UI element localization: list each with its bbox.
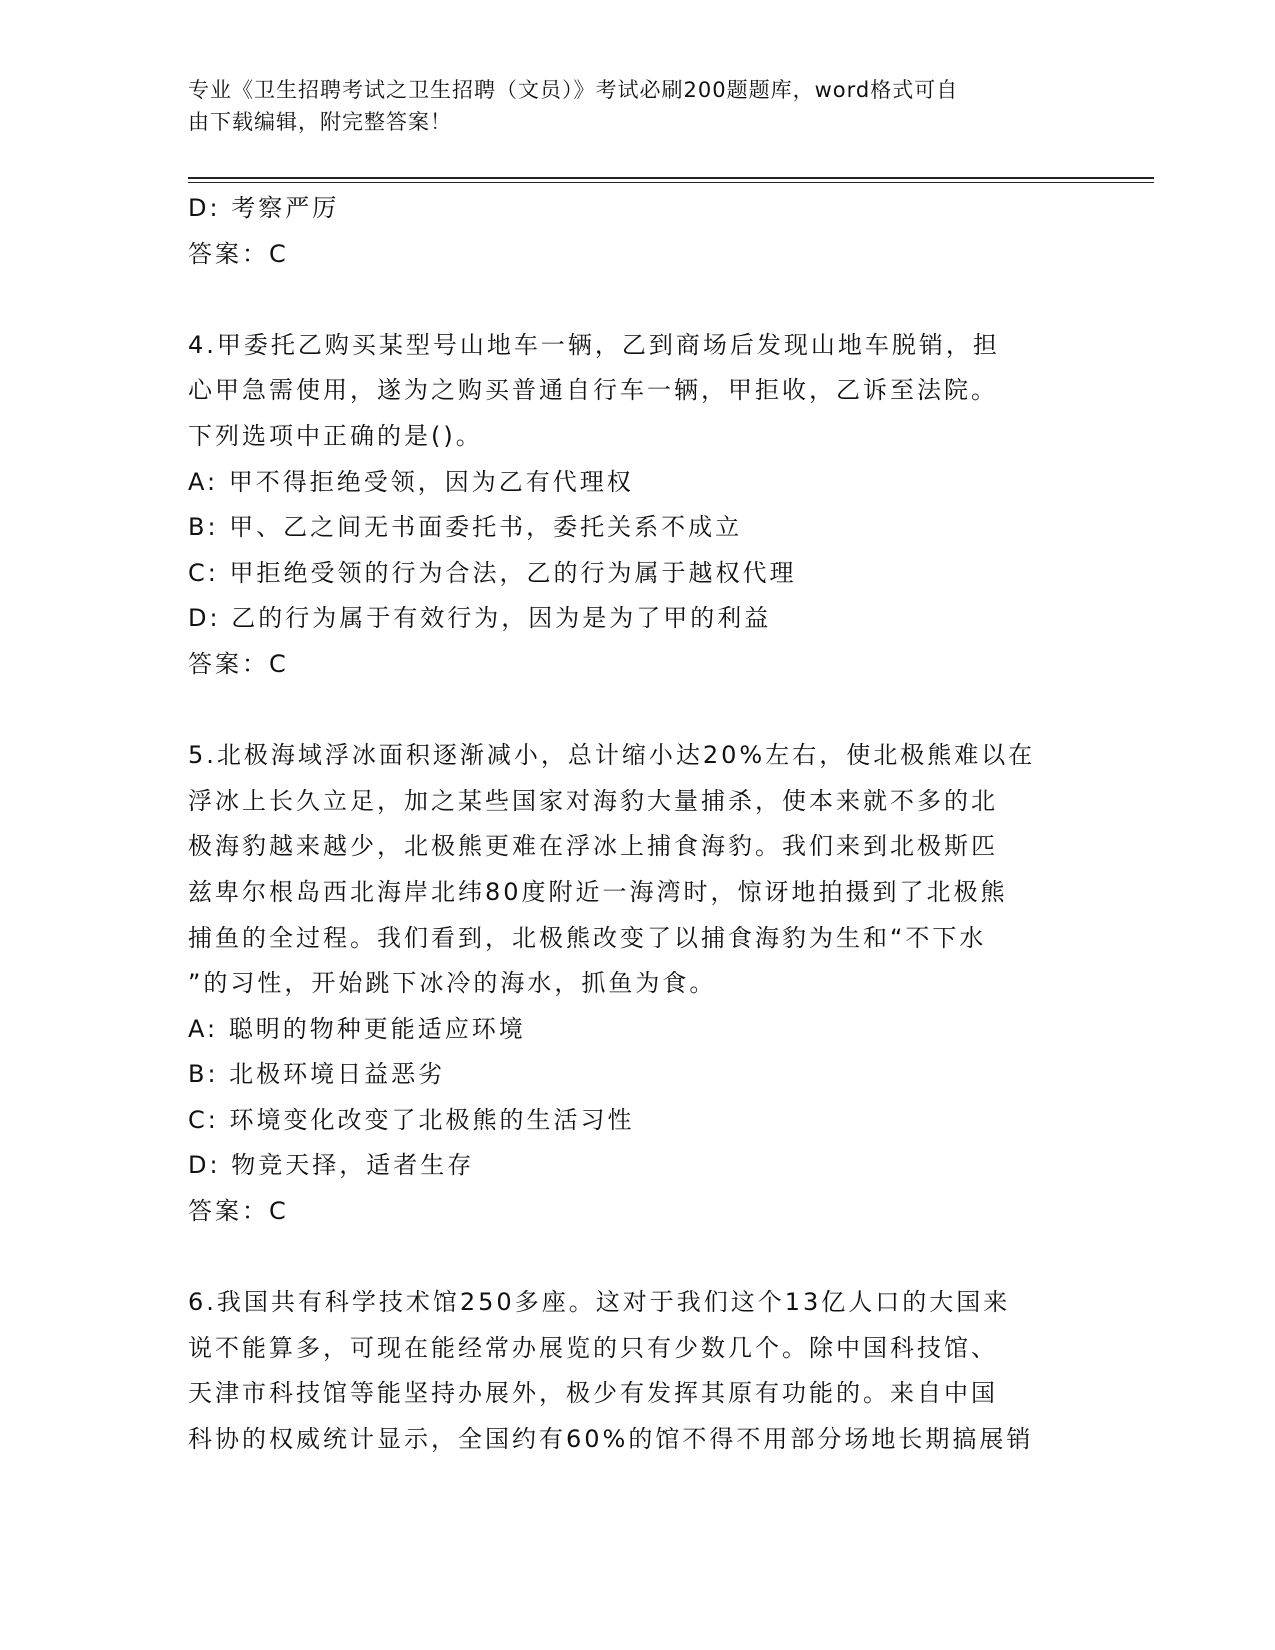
spacer <box>188 277 1088 323</box>
spacer <box>188 1235 1088 1281</box>
q6-stem-line-3: 天津市科技馆等能坚持办展外，极少有发挥其原有功能的。来自中国 <box>188 1379 998 1408</box>
q4-option-c: C: 甲拒绝受领的行为合法，乙的行为属于越权代理 <box>188 558 797 587</box>
spacer <box>188 688 1088 734</box>
q4-option-a: A: 甲不得拒绝受领，因为乙有代理权 <box>188 467 634 496</box>
q5-answer: 答案：C <box>188 1197 289 1226</box>
q5-option-a: A: 聪明的物种更能适应环境 <box>188 1014 526 1043</box>
header-rule-thin <box>188 182 1154 183</box>
page-header <box>188 74 1068 138</box>
q5-option-c: C: 环境变化改变了北极熊的生活习性 <box>188 1105 635 1134</box>
q5-stem-line-2: 浮冰上长久立足，加之某些国家对海豹大量捕杀，使本来就不多的北 <box>188 786 998 815</box>
q3-answer: 答案：C <box>188 239 289 268</box>
q5-option-d: D: 物竞天择，适者生存 <box>188 1151 475 1180</box>
q4-option-b: B: 甲、乙之间无书面委托书，委托关系不成立 <box>188 513 743 542</box>
q4-stem-line-2: 心甲急需使用，遂为之购买普通自行车一辆，甲拒收，乙诉至法院。 <box>188 376 998 405</box>
q4-answer: 答案：C <box>188 649 289 678</box>
q4-stem-line-1: 4.甲委托乙购买某型号山地车一辆，乙到商场后发现山地车脱销，担 <box>188 330 1000 359</box>
q5-stem-line-5: 捕鱼的全过程。我们看到，北极熊改变了以捕食海豹为生和“不下水 <box>188 923 987 952</box>
q5-stem-line-3: 极海豹越来越少，北极熊更难在浮冰上捕食海豹。我们来到北极斯匹 <box>188 832 998 861</box>
q6-stem-line-4: 科协的权威统计显示，全国约有60%的馆不得不用部分场地长期搞展销 <box>188 1425 1034 1454</box>
q4-stem-line-3: 下列选项中正确的是()。 <box>188 421 483 450</box>
q5-stem-line-6: ”的习性，开始跳下冰冷的海水，抓鱼为食。 <box>188 969 717 998</box>
header-rule-thick <box>188 177 1154 179</box>
question-content <box>188 186 1088 1463</box>
q5-stem-line-1: 5.北极海域浮冰面积逐渐减小，总计缩小达20%左右，使北极熊难以在 <box>188 741 1036 770</box>
header-line-1: 专业《卫生招聘考试之卫生招聘（文员）》考试必刷200题题库，word格式可自 <box>188 78 959 102</box>
q5-option-b: B: 北极环境日益恶劣 <box>188 1060 446 1089</box>
q3-option-d: D: 考察严厉 <box>188 194 340 222</box>
q6-stem-line-1: 6.我国共有科学技术馆250多座。这对于我们这个13亿人口的大国来 <box>188 1288 1011 1317</box>
q4-option-d: D: 乙的行为属于有效行为，因为是为了甲的利益 <box>188 604 772 633</box>
q5-stem-line-4: 兹卑尔根岛西北海岸北纬80度附近一海湾时，惊讶地拍摄到了北极熊 <box>188 877 1008 906</box>
header-line-2: 由下载编辑，附完整答案！ <box>188 110 452 134</box>
q6-stem-line-2: 说不能算多，可现在能经常办展览的只有少数几个。除中国科技馆、 <box>188 1333 998 1362</box>
